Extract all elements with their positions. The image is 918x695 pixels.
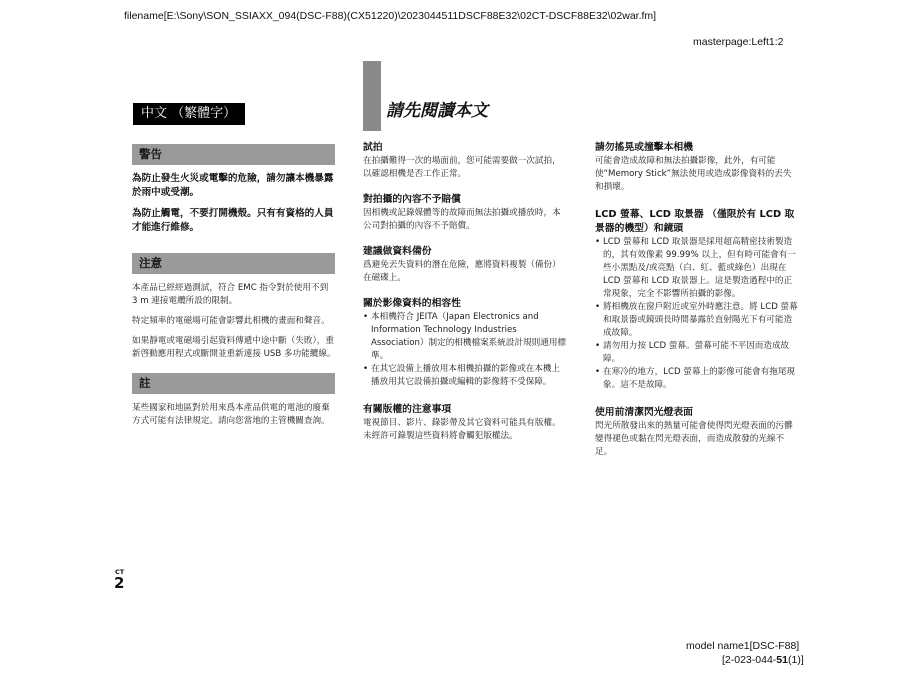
code-bold: 51 xyxy=(776,654,788,666)
list-item: • 本相機符合 JEITA（Japan Electronics and Information Technology Industries Association）制定的相機檔案系統設計規則通用標準。 xyxy=(363,311,567,363)
copyright-heading: 有關版權的注意事項 xyxy=(363,404,452,415)
warning-text-2: 為防止觸電，不要打開機殼。只有有資格的人員才能進行維修。 xyxy=(132,208,334,233)
language-label: 中文 （繁體字） xyxy=(133,103,245,125)
caution-paragraph-1: 本產品已經經過測試，符合 EMC 指令對於使用不到 3 m 連接電纜所設的限制。 xyxy=(132,283,329,306)
column-right xyxy=(595,141,799,459)
backup-body: 爲避免丟失資料的潛在危險，應將資料複製（備份）在磁碟上。 xyxy=(363,260,561,283)
model-name: model name1[DSC-F88] xyxy=(686,640,800,652)
no-compensation-heading: 對拍攝的內容不予賠償 xyxy=(363,194,461,205)
note-heading: 註 xyxy=(132,373,335,394)
list-item: • 在其它設備上播放用本相機拍攝的影像或在本機上播放用其它設備拍攝或編輯的影像將不受保障。 xyxy=(363,363,567,389)
lcd-list xyxy=(595,236,799,392)
warning-heading: 警告 xyxy=(132,144,335,165)
no-shake-body: 可能會造成故障和無法拍攝影像，此外，有可能使“Memory Stick”無法使用或造成影像資料的丟失和損壞。 xyxy=(595,156,792,192)
no-shake-heading: 請勿搖晃或撞擊本相機 xyxy=(595,142,693,153)
warning-text-1: 為防止發生火災或電擊的危險，請勿讓本機暴露於雨中或受潮。 xyxy=(132,173,334,198)
document-code xyxy=(722,654,804,666)
compatibility-heading: 關於影像資料的相容性 xyxy=(363,298,461,309)
code-prefix: [2-023-044- xyxy=(722,654,777,666)
page-number: 2 xyxy=(114,574,125,592)
note-paragraph: 某些國家和地區對於用來爲本產品供電的電池的廢棄方式可能有法律規定。請向您當地的主管機關查詢。 xyxy=(132,403,330,426)
language-code-label: CT xyxy=(115,568,125,576)
list-item: • LCD 螢幕和 LCD 取景器是採用超高精密技術製造的，其有效像素 99.99% 以上，但有時可能會有一些小黑點及/或亮點（白、紅、藍或綠色）出現在 LCD 螢幕和 LCD 取景器上。這是製造過程中的正常現象，完全不影響所拍攝的影像。 xyxy=(595,236,799,301)
masterpage-header: masterpage:Left1:2 xyxy=(693,36,784,48)
compatibility-list xyxy=(363,311,567,389)
caution-paragraph-3: 如果靜電或電磁場引起資料傳遞中途中斷（失敗），重新啓動應用程式或斷開並重新連接 USB 多功能纜線。 xyxy=(132,336,336,359)
flash-body: 閃光所散發出來的熱量可能會使得閃光燈表面的污髒變得褪色或黏在閃光燈表面，而造成散發的光線不足。 xyxy=(595,421,793,457)
filename-header: filename[E:\Sony\SON_SSIAXX_094(DSC-F88)(CX51220)\2023044511DSCF88E32\02CT-DSCF88E32\02war.fm] xyxy=(124,10,657,22)
backup-heading: 建議做資料備份 xyxy=(363,246,432,257)
page-title: 請先閱讀本文 xyxy=(386,101,488,121)
test-shoot-heading: 試拍 xyxy=(363,142,383,153)
caution-paragraph-2: 特定頻率的電磁場可能會影響此相機的畫面和聲音。 xyxy=(132,316,330,326)
copyright-body: 電視節目、影片、錄影帶及其它資料可能具有版權。未經許可錄製這些資料將會觸犯版權法。 xyxy=(363,418,561,441)
title-accent-bar xyxy=(363,61,381,131)
list-item: • 將相機放在窗戶附近或室外時應注意。將 LCD 螢幕和取景器或鏡頭長時間暴露於直射陽光下有可能造成故障。 xyxy=(595,301,799,340)
caution-heading: 注意 xyxy=(132,253,335,274)
code-suffix: (1)] xyxy=(787,654,804,666)
column-left xyxy=(132,144,336,428)
column-middle xyxy=(363,141,567,443)
flash-heading: 使用前清潔閃光燈表面 xyxy=(595,407,693,418)
list-item: • 在寒冷的地方，LCD 螢幕上的影像可能會有拖尾現象。這不是故障。 xyxy=(595,366,799,392)
no-compensation-body: 因相機或記錄媒體等的故障而無法拍攝或播放時，本公司對拍攝的內容不予賠償。 xyxy=(363,208,561,231)
test-shoot-body: 在拍攝難得一次的場面前，您可能需要做一次試拍，以確認相機是否工作正常。 xyxy=(363,156,561,179)
list-item: • 請勿用力按 LCD 螢幕。螢幕可能不平因而造成故障。 xyxy=(595,340,799,366)
lcd-heading: LCD 螢幕、LCD 取景器 （僅限於有 LCD 取景器的機型）和鏡頭 xyxy=(595,209,795,234)
